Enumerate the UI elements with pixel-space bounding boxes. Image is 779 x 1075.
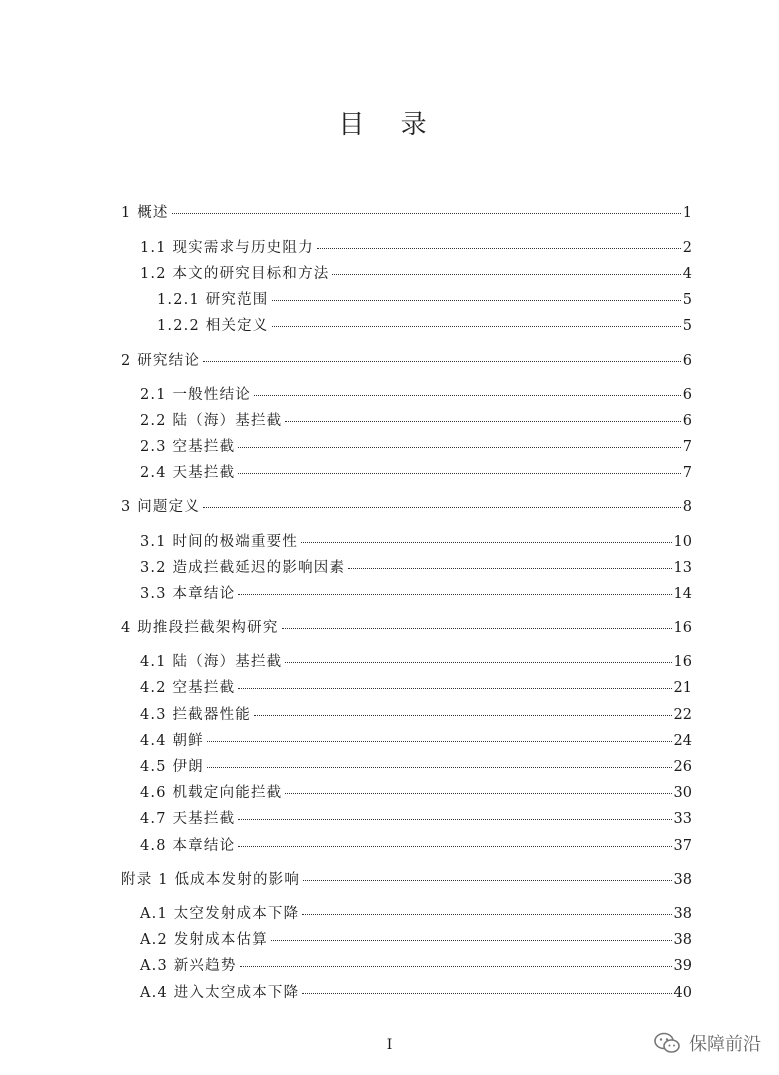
toc-entry-label: 2.4 天基拦截: [140, 465, 236, 481]
toc-entry-page: 33: [673, 811, 692, 827]
toc-leader-dots: [332, 273, 680, 275]
toc-leader-dots: [303, 879, 672, 881]
toc-entry-page: 7: [682, 439, 692, 455]
toc-entry-page: 38: [673, 872, 692, 888]
toc-leader-dots: [301, 541, 671, 543]
toc-leader-dots: [285, 792, 671, 794]
toc-entry[interactable]: [140, 757, 692, 777]
toc-entry-page: 7: [682, 465, 692, 481]
toc-entry[interactable]: [140, 558, 692, 578]
footer-page-number: I: [386, 1037, 393, 1053]
toc-entry-label: 4.5 伊朗: [140, 759, 204, 775]
toc-entry-page: 13: [673, 560, 692, 576]
toc-entry-page: 38: [673, 932, 692, 948]
toc-entry-label: 2 研究结论: [121, 353, 201, 369]
toc-leader-dots: [238, 472, 680, 474]
toc-entry-page: 5: [682, 292, 692, 308]
toc-leader-dots: [302, 992, 671, 994]
toc-entry-label: 1.2.2 相关定义: [157, 318, 269, 334]
toc-entry-page: 10: [673, 534, 692, 550]
toc-leader-dots: [317, 247, 681, 249]
toc-leader-dots: [207, 766, 672, 768]
toc-entry[interactable]: [121, 351, 692, 371]
toc-entry-label: 3.2 造成拦截延迟的影响因素: [140, 560, 346, 576]
toc-leader-dots: [203, 360, 681, 362]
toc-entry[interactable]: [140, 437, 692, 457]
toc-leader-dots: [203, 506, 681, 508]
toc-leader-dots: [254, 394, 681, 396]
toc-entry-label: 4.4 朝鲜: [140, 733, 204, 749]
toc-entry[interactable]: [140, 385, 692, 405]
toc-entry[interactable]: [140, 264, 692, 284]
toc-entry[interactable]: [140, 532, 692, 552]
toc-leader-dots: [172, 212, 681, 214]
toc-entry-page: 24: [673, 733, 692, 749]
toc-entry-page: 22: [673, 707, 692, 723]
toc-entry[interactable]: [140, 930, 692, 950]
toc-entry-label: 1 概述: [121, 205, 169, 221]
toc-entry-label: 4.2 空基拦截: [140, 680, 236, 696]
toc-entry[interactable]: [140, 836, 692, 856]
toc-entry-label: 4.3 拦截器性能: [140, 707, 251, 723]
toc-entry[interactable]: [140, 705, 692, 725]
toc-entry-label: 4.6 机载定向能拦截: [140, 785, 283, 801]
toc-entry-page: 37: [673, 838, 692, 854]
toc-entry-label: 2.2 陆（海）基拦截: [140, 413, 283, 429]
toc-leader-dots: [207, 740, 672, 742]
toc-entry-label: 3 问题定义: [121, 499, 201, 515]
toc-entry-page: 1: [682, 205, 692, 221]
toc-entry-page: 14: [673, 586, 692, 602]
toc-entry-page: 6: [682, 353, 692, 369]
toc-entry[interactable]: [140, 731, 692, 751]
page-title: 目 录: [338, 110, 441, 140]
toc-entry-page: 2: [682, 240, 692, 256]
toc-entry[interactable]: [157, 316, 692, 336]
toc-entry-label: 4 助推段拦截架构研究: [121, 620, 279, 636]
toc-leader-dots: [272, 299, 681, 301]
toc-entry-page: 16: [673, 620, 692, 636]
wechat-icon: [653, 1031, 681, 1055]
toc-entry-page: 6: [682, 413, 692, 429]
toc-leader-dots: [272, 325, 681, 327]
toc-leader-dots: [254, 714, 672, 716]
toc-leader-dots: [240, 965, 672, 967]
toc-entry-page: 38: [673, 906, 692, 922]
toc-entry-label: A.2 发射成本估算: [140, 932, 268, 948]
toc-entry-label: 1.1 现实需求与历史阻力: [140, 240, 314, 256]
toc-entry-page: 5: [682, 318, 692, 334]
toc-entry-label: 4.8 本章结论: [140, 838, 236, 854]
toc-entry-page: 6: [682, 387, 692, 403]
toc-entry-label: A.1 太空发射成本下降: [140, 906, 300, 922]
toc-entry[interactable]: [140, 678, 692, 698]
toc-leader-dots: [285, 661, 671, 663]
toc-leader-dots: [282, 627, 672, 629]
toc-entry-page: 26: [673, 759, 692, 775]
toc-leader-dots: [238, 593, 671, 595]
toc-leader-dots: [302, 913, 671, 915]
toc-entry-label: 2.1 一般性结论: [140, 387, 251, 403]
toc-entry-label: 3.3 本章结论: [140, 586, 236, 602]
toc-leader-dots: [238, 845, 671, 847]
toc-leader-dots: [285, 420, 680, 422]
toc-entry[interactable]: [140, 783, 692, 803]
toc-entry[interactable]: [140, 411, 692, 431]
toc-entry-label: 4.1 陆（海）基拦截: [140, 654, 283, 670]
toc-entry-label: A.3 新兴趋势: [140, 958, 237, 974]
toc-entry-label: 1.2.1 研究范围: [157, 292, 269, 308]
toc-entry-label: 1.2 本文的研究目标和方法: [140, 266, 330, 282]
toc-leader-dots: [238, 818, 671, 820]
toc-entry-label: 2.3 空基拦截: [140, 439, 236, 455]
toc-entry-page: 4: [682, 266, 692, 282]
toc-entry-page: 21: [673, 680, 692, 696]
toc-entry[interactable]: [140, 956, 692, 976]
toc-leader-dots: [348, 567, 671, 569]
toc-entry-page: 39: [673, 958, 692, 974]
toc-entry[interactable]: [121, 203, 692, 223]
toc-entry-page: 8: [682, 499, 692, 515]
watermark: [653, 1030, 761, 1056]
toc-entry-page: 30: [673, 785, 692, 801]
toc-entry[interactable]: [157, 290, 692, 310]
toc-entry[interactable]: [140, 652, 692, 672]
toc-leader-dots: [238, 687, 671, 689]
toc-leader-dots: [271, 939, 672, 941]
toc-entry[interactable]: [121, 870, 692, 890]
toc-entry[interactable]: [140, 904, 692, 924]
toc-entry[interactable]: [140, 584, 692, 604]
toc-entry-label: 3.1 时间的极端重要性: [140, 534, 299, 550]
toc-entry[interactable]: [140, 983, 692, 1003]
toc-entry[interactable]: [140, 238, 692, 258]
toc-entry[interactable]: [121, 618, 692, 638]
toc-entry[interactable]: [121, 497, 692, 517]
toc-entry-label: 4.7 天基拦截: [140, 811, 236, 827]
toc-entry-page: 40: [673, 985, 692, 1001]
toc-entry-page: 16: [673, 654, 692, 670]
toc-entry[interactable]: [140, 463, 692, 483]
toc-entry-label: A.4 进入太空成本下降: [140, 985, 300, 1001]
toc-entry-label: 附录 1 低成本发射的影响: [121, 872, 301, 888]
toc-entry[interactable]: [140, 809, 692, 829]
toc-leader-dots: [238, 446, 680, 448]
watermark-text: 保障前沿: [689, 1034, 761, 1055]
